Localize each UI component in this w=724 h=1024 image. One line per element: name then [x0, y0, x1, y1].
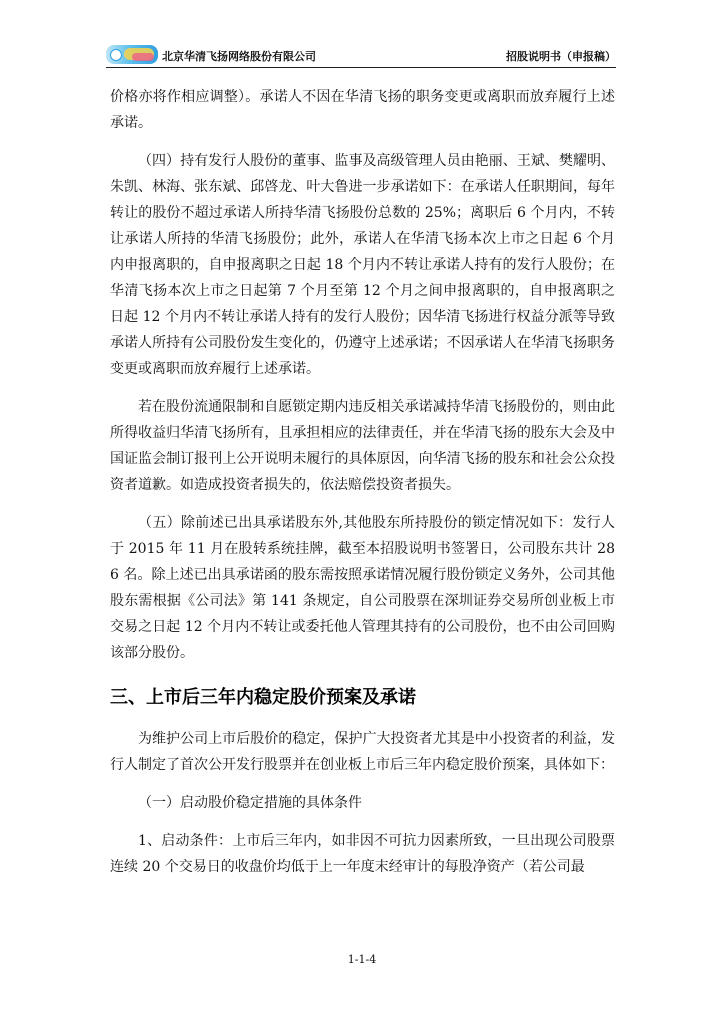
paragraph-violation-remedy: 若在股份流通限制和自愿锁定期内违反相关承诺减持华清飞扬股份的，则由此所得收益归华清飞扬所有，且承担相应的法律责任，并在华清飞扬的股东大会及中国证监会制订报刊上公开说明未履行的具体原因，向华清飞扬的股东和社会公众投资者道歉。如造成投资者损失的，依法赔偿投资者损失。 [110, 399, 615, 493]
document-type: 招股说明书（申报稿） [506, 50, 616, 63]
company-name: 北京华清飞扬网络股份有限公司 [162, 50, 316, 63]
paragraph-trigger-condition: 1、启动条件：上市后三年内，如非因不可抗力因素所致，一旦出现公司股票连续 20 个交易日的收盘价均低于上一年度末经审计的每股净资产（若公司最 [110, 833, 615, 875]
subheading-trigger-conditions: （一）启动股价稳定措施的具体条件 [138, 795, 362, 811]
header-divider [106, 67, 616, 68]
page-header [106, 44, 616, 66]
page-number: 1-1-4 [347, 953, 377, 966]
section-heading: 三、上市后三年内稳定股价预案及承诺 [110, 687, 416, 708]
paragraph-stabilization-intro: 为维护公司上市后股价的稳定，保护广大投资者尤其是中小投资者的利益，发行人制定了首次公开发行股票并在创业板上市后三年内稳定股价预案，具体如下： [110, 731, 615, 773]
paragraph-continuation: 价格亦将作相应调整）。承诺人不因在华清飞扬的职务变更或离职而放弃履行上述承诺。 [110, 89, 615, 131]
paragraph-other-shareholders: （五）除前述已出具承诺股东外,其他股东所持股份的锁定情况如下：发行人于 2015 年 11 月在股转系统挂牌，截至本招股说明书签署日，公司股东共计 286 名。除上述已出具承诺函的股东需按照承诺情况履行股份锁定义务外，公司其他股东需根据《公司法》第 141 条规定，自公司股票在深圳证券交易所创业板上市交易之日起 12 个月内不转让或委托他人管理其持有的公司股份，也不由公司回购该部分股份。 [110, 515, 615, 661]
company-logo-icon [106, 45, 158, 64]
document-body [110, 84, 615, 880]
paragraph-directors-commitment: （四）持有发行人股份的董事、监事及高级管理人员由艳丽、王斌、樊耀明、朱凯、林海、张东斌、邱啓龙、叶大鲁进一步承诺如下：在承诺人任职期间，每年转让的股份不超过承诺人所持华清飞扬股份总数的 25%；离职后 6 个月内，不转让承诺人所持的华清飞扬股份；此外，承诺人在华清飞扬本次上市之日起 6 个月内申报离职的，自申报离职之日起 18 个月内不转让承诺人持有的发行人股份；在华清飞扬本次上市之日起第 7 个月至第 12 个月之间申报离职的，自申报离职之日起 12 个月内不转让承诺人持有的发行人股份；因华清飞扬进行权益分派等导致承诺人所持有公司股份发生变化的，仍遵守上述承诺；不因承诺人在华清飞扬职务变更或离职而放弃履行上述承诺。 [110, 153, 615, 377]
